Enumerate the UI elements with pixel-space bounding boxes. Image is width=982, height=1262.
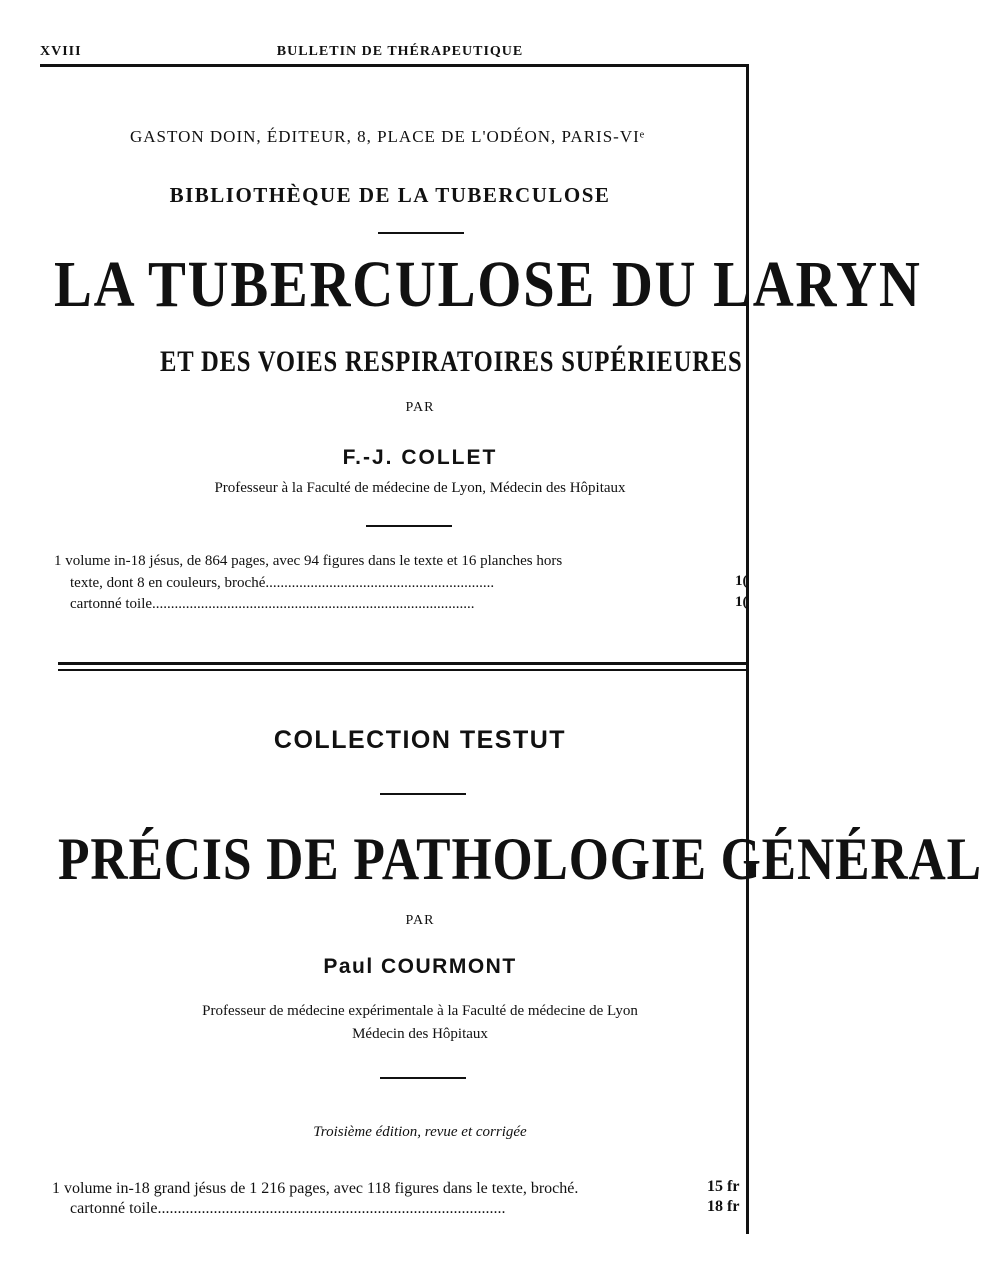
series-title-2: COLLECTION TESTUT <box>273 726 567 754</box>
author-1: F.-J. COLLET <box>342 446 498 469</box>
by-label-1: PAR <box>405 400 435 415</box>
book-subtitle-1: ET DES VOIES RESPIRATOIRES SUPÉRIEURES <box>160 345 743 378</box>
publisher-line: GASTON DOIN, ÉDITEUR, 8, PLACE DE L'ODÉON, PARIS-VIᵉ <box>130 127 646 146</box>
author-affiliation-2b: Médecin des Hôpitaux <box>352 1026 488 1042</box>
page-number: XVIII <box>40 44 82 59</box>
book-title-2: PRÉCIS DE PATHOLOGIE GÉNÉRAL <box>58 826 982 892</box>
section-double-rule <box>58 669 748 671</box>
description-line-2: texte, dont 8 en couleurs, broché............................................................. <box>70 575 495 591</box>
book-title-1: LA TUBERCULOSE DU LARYN <box>54 248 922 321</box>
description-line-1: 1 volume in-18 grand jésus de 1 216 pages, avec 118 figures dans le texte, broché. <box>52 1180 579 1197</box>
price-fragment: 18 fr <box>707 1198 740 1215</box>
author-2: Paul COURMONT <box>323 955 517 978</box>
edition-note: Troisième édition, revue et corrigée <box>313 1124 527 1140</box>
right-edge-rule <box>746 64 749 1234</box>
price-fragment: 15 fr <box>707 1178 740 1195</box>
price-fragment: 1( <box>735 594 748 610</box>
by-label-2: PAR <box>405 913 435 928</box>
section-double-rule <box>58 662 748 665</box>
short-divider <box>366 525 452 527</box>
author-affiliation-2: Professeur de médecine expérimentale à la Faculté de médecine de Lyon <box>202 1003 638 1019</box>
running-title: BULLETIN DE THÉRAPEUTIQUE <box>276 44 524 59</box>
description-line-1: 1 volume in-18 jésus, de 864 pages, avec 94 figures dans le texte et 16 planches hors <box>54 553 563 569</box>
description-line-3: cartonné toile...................................................................................... <box>70 596 475 612</box>
series-title-1: BIBLIOTHÈQUE DE LA TUBERCULOSE <box>169 183 611 207</box>
short-divider <box>380 1077 466 1079</box>
short-divider <box>380 793 466 795</box>
author-affiliation-1: Professeur à la Faculté de médecine de Lyon, Médecin des Hôpitaux <box>214 480 626 496</box>
header-rule <box>40 64 748 67</box>
price-fragment: 1( <box>735 573 748 589</box>
description-line-2: cartonné toile....................................................................................... <box>70 1200 506 1217</box>
short-divider <box>378 232 464 234</box>
